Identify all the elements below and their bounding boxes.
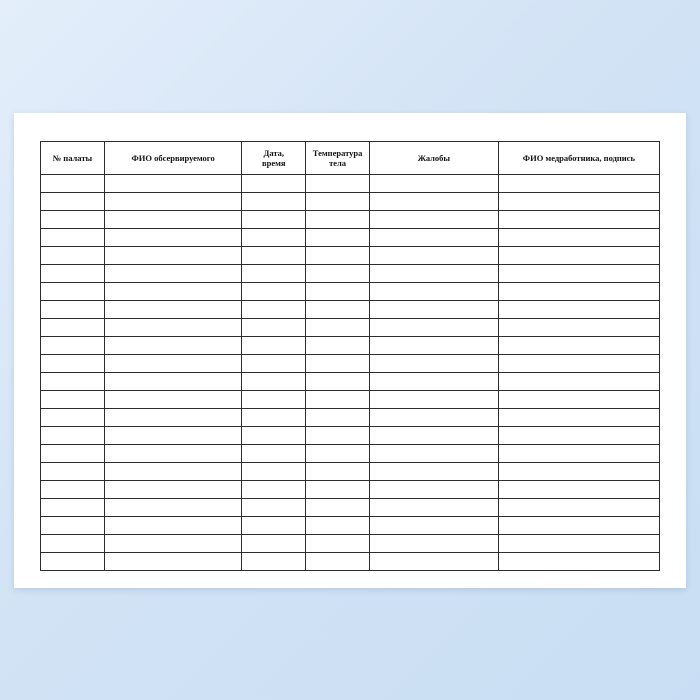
column-header-datetime-label-line2: время (262, 158, 286, 168)
cell-patient-name[interactable] (104, 301, 242, 319)
cell-temperature[interactable] (306, 481, 370, 499)
cell-complaints[interactable] (369, 175, 498, 193)
cell-datetime[interactable] (242, 481, 306, 499)
cell-staff-signature[interactable] (498, 265, 659, 283)
table-row (41, 517, 660, 535)
cell-complaints[interactable] (369, 535, 498, 553)
cell-complaints[interactable] (369, 283, 498, 301)
cell-datetime[interactable] (242, 499, 306, 517)
cell-staff-signature[interactable] (498, 211, 659, 229)
cell-datetime[interactable] (242, 391, 306, 409)
cell-staff-signature[interactable] (498, 553, 659, 571)
cell-staff-signature[interactable] (498, 445, 659, 463)
cell-datetime[interactable] (242, 409, 306, 427)
cell-complaints[interactable] (369, 229, 498, 247)
cell-temperature[interactable] (306, 229, 370, 247)
cell-temperature[interactable] (306, 409, 370, 427)
cell-patient-name[interactable] (104, 355, 242, 373)
cell-complaints[interactable] (369, 247, 498, 265)
cell-staff-signature[interactable] (498, 301, 659, 319)
cell-temperature[interactable] (306, 445, 370, 463)
cell-room[interactable] (41, 175, 105, 193)
cell-datetime[interactable] (242, 427, 306, 445)
cell-patient-name[interactable] (104, 193, 242, 211)
cell-datetime[interactable] (242, 283, 306, 301)
cell-complaints[interactable] (369, 193, 498, 211)
cell-room[interactable] (41, 193, 105, 211)
cell-complaints[interactable] (369, 409, 498, 427)
cell-staff-signature[interactable] (498, 391, 659, 409)
table-header (41, 142, 660, 175)
cell-datetime[interactable] (242, 553, 306, 571)
cell-staff-signature[interactable] (498, 517, 659, 535)
cell-temperature[interactable] (306, 283, 370, 301)
cell-patient-name[interactable] (104, 409, 242, 427)
cell-complaints[interactable] (369, 481, 498, 499)
cell-room[interactable] (41, 247, 105, 265)
column-header-room (41, 142, 105, 175)
cell-staff-signature[interactable] (498, 481, 659, 499)
column-header-staff-signature-label: ФИО медработника, подпись (522, 152, 635, 163)
cell-staff-signature[interactable] (498, 229, 659, 247)
column-header-temperature (306, 142, 370, 175)
cell-datetime[interactable] (242, 247, 306, 265)
column-header-patient-name-label: ФИО обсервируемого (131, 152, 215, 163)
table-row (41, 355, 660, 373)
cell-room[interactable] (41, 265, 105, 283)
cell-datetime[interactable] (242, 373, 306, 391)
cell-datetime[interactable] (242, 355, 306, 373)
column-header-complaints-label: Жалобы (417, 152, 451, 163)
cell-patient-name[interactable] (104, 427, 242, 445)
cell-temperature[interactable] (306, 193, 370, 211)
cell-room[interactable] (41, 319, 105, 337)
column-header-temperature-label-line2: тела (329, 158, 347, 168)
cell-room[interactable] (41, 391, 105, 409)
cell-staff-signature[interactable] (498, 193, 659, 211)
table-row (41, 301, 660, 319)
cell-room[interactable] (41, 499, 105, 517)
cell-complaints[interactable] (369, 445, 498, 463)
cell-patient-name[interactable] (104, 517, 242, 535)
cell-room[interactable] (41, 301, 105, 319)
cell-temperature[interactable] (306, 553, 370, 571)
cell-staff-signature[interactable] (498, 409, 659, 427)
cell-room[interactable] (41, 409, 105, 427)
table-row (41, 463, 660, 481)
cell-temperature[interactable] (306, 391, 370, 409)
cell-patient-name[interactable] (104, 319, 242, 337)
table-row (41, 427, 660, 445)
cell-complaints[interactable] (369, 499, 498, 517)
cell-temperature[interactable] (306, 463, 370, 481)
cell-patient-name[interactable] (104, 211, 242, 229)
cell-room[interactable] (41, 337, 105, 355)
cell-datetime[interactable] (242, 535, 306, 553)
column-header-datetime-label: Дата, (263, 147, 285, 158)
table-row (41, 175, 660, 193)
column-header-staff-signature (498, 142, 659, 175)
cell-datetime[interactable] (242, 265, 306, 283)
cell-complaints[interactable] (369, 517, 498, 535)
cell-patient-name[interactable] (104, 175, 242, 193)
cell-staff-signature[interactable] (498, 283, 659, 301)
cell-patient-name[interactable] (104, 553, 242, 571)
cell-datetime[interactable] (242, 463, 306, 481)
header-row (41, 142, 660, 175)
cell-complaints[interactable] (369, 463, 498, 481)
cell-datetime[interactable] (242, 229, 306, 247)
column-header-room-label: № палаты (52, 152, 93, 163)
cell-room[interactable] (41, 517, 105, 535)
cell-patient-name[interactable] (104, 445, 242, 463)
cell-temperature[interactable] (306, 499, 370, 517)
table-body (41, 175, 660, 571)
cell-staff-signature[interactable] (498, 319, 659, 337)
table-row (41, 211, 660, 229)
cell-room[interactable] (41, 427, 105, 445)
cell-patient-name[interactable] (104, 463, 242, 481)
table-row (41, 535, 660, 553)
cell-patient-name[interactable] (104, 229, 242, 247)
cell-patient-name[interactable] (104, 499, 242, 517)
registry-table-container (40, 141, 660, 560)
cell-staff-signature[interactable] (498, 427, 659, 445)
cell-room[interactable] (41, 445, 105, 463)
cell-complaints[interactable] (369, 355, 498, 373)
cell-room[interactable] (41, 373, 105, 391)
cell-complaints[interactable] (369, 427, 498, 445)
cell-staff-signature[interactable] (498, 499, 659, 517)
cell-staff-signature[interactable] (498, 535, 659, 553)
cell-room[interactable] (41, 211, 105, 229)
table-row (41, 409, 660, 427)
cell-patient-name[interactable] (104, 391, 242, 409)
cell-room[interactable] (41, 463, 105, 481)
cell-staff-signature[interactable] (498, 355, 659, 373)
table-row (41, 193, 660, 211)
cell-patient-name[interactable] (104, 535, 242, 553)
cell-patient-name[interactable] (104, 283, 242, 301)
table-row (41, 337, 660, 355)
cell-patient-name[interactable] (104, 373, 242, 391)
cell-complaints[interactable] (369, 265, 498, 283)
cell-room[interactable] (41, 553, 105, 571)
observation-registry-table (40, 141, 660, 571)
cell-staff-signature[interactable] (498, 373, 659, 391)
cell-temperature[interactable] (306, 517, 370, 535)
cell-complaints[interactable] (369, 553, 498, 571)
cell-complaints[interactable] (369, 301, 498, 319)
cell-room[interactable] (41, 229, 105, 247)
column-header-patient-name (104, 142, 242, 175)
table-row (41, 499, 660, 517)
cell-temperature[interactable] (306, 355, 370, 373)
table-row (41, 391, 660, 409)
cell-temperature[interactable] (306, 373, 370, 391)
table-row (41, 247, 660, 265)
cell-staff-signature[interactable] (498, 463, 659, 481)
cell-datetime[interactable] (242, 319, 306, 337)
cell-datetime[interactable] (242, 211, 306, 229)
table-row (41, 445, 660, 463)
table-row (41, 319, 660, 337)
cell-staff-signature[interactable] (498, 337, 659, 355)
cell-complaints[interactable] (369, 373, 498, 391)
cell-temperature[interactable] (306, 211, 370, 229)
cell-complaints[interactable] (369, 391, 498, 409)
cell-temperature[interactable] (306, 265, 370, 283)
cell-complaints[interactable] (369, 319, 498, 337)
cell-room[interactable] (41, 283, 105, 301)
cell-temperature[interactable] (306, 175, 370, 193)
cell-datetime[interactable] (242, 193, 306, 211)
cell-patient-name[interactable] (104, 247, 242, 265)
column-header-datetime (242, 142, 306, 175)
column-header-complaints (369, 142, 498, 175)
paper-sheet (14, 113, 686, 588)
table-row (41, 553, 660, 571)
cell-room[interactable] (41, 481, 105, 499)
cell-temperature[interactable] (306, 535, 370, 553)
table-row (41, 283, 660, 301)
cell-room[interactable] (41, 535, 105, 553)
cell-datetime[interactable] (242, 175, 306, 193)
table-row (41, 373, 660, 391)
cell-patient-name[interactable] (104, 337, 242, 355)
cell-room[interactable] (41, 355, 105, 373)
cell-patient-name[interactable] (104, 265, 242, 283)
cell-temperature[interactable] (306, 427, 370, 445)
cell-staff-signature[interactable] (498, 175, 659, 193)
table-row (41, 229, 660, 247)
cell-patient-name[interactable] (104, 481, 242, 499)
cell-staff-signature[interactable] (498, 247, 659, 265)
cell-temperature[interactable] (306, 247, 370, 265)
cell-complaints[interactable] (369, 337, 498, 355)
cell-datetime[interactable] (242, 301, 306, 319)
cell-temperature[interactable] (306, 319, 370, 337)
cell-complaints[interactable] (369, 211, 498, 229)
table-row (41, 481, 660, 499)
cell-datetime[interactable] (242, 337, 306, 355)
cell-datetime[interactable] (242, 445, 306, 463)
column-header-temperature-label: Температура (312, 147, 363, 158)
cell-temperature[interactable] (306, 337, 370, 355)
cell-temperature[interactable] (306, 301, 370, 319)
cell-datetime[interactable] (242, 517, 306, 535)
table-row (41, 265, 660, 283)
